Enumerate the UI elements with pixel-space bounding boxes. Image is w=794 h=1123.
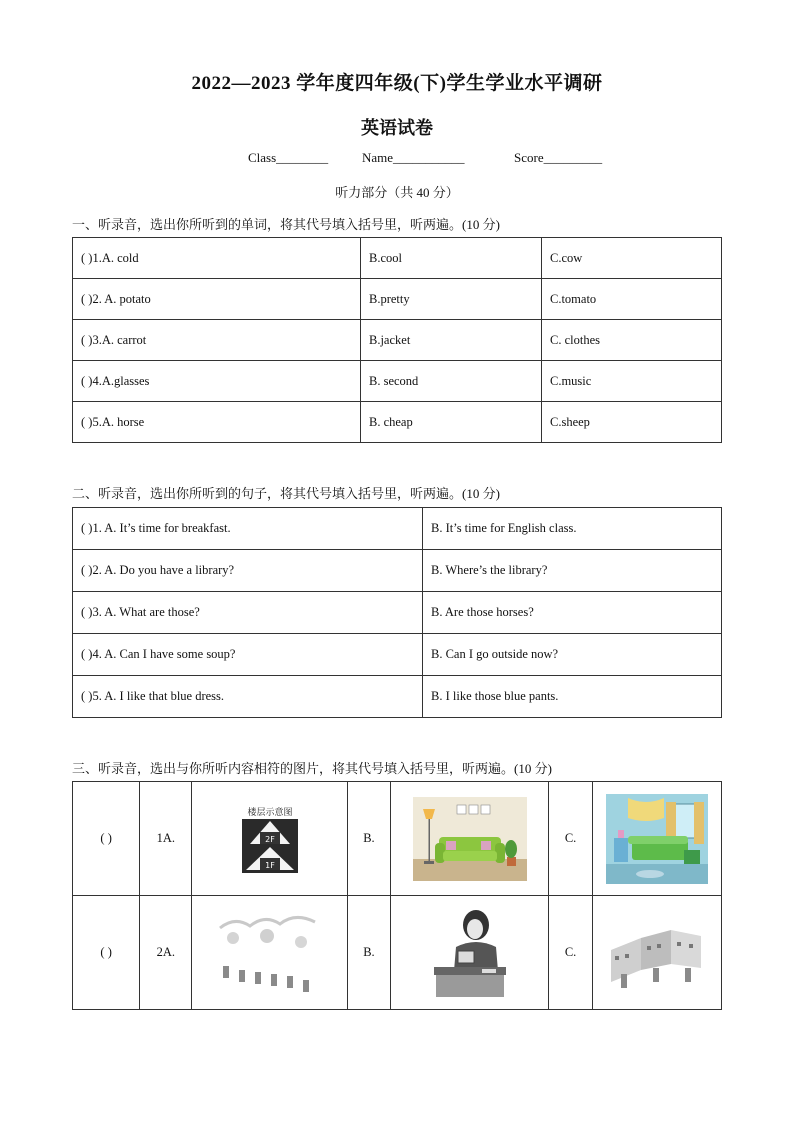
section1-heading: 一、听录音，选出你所听到的单词，将其代号填入括号里，听两遍。(10 分) [72,217,500,232]
option-c-picture [593,896,722,1010]
option-b-cell: B. I like those blue pants. [423,676,722,718]
answer-bracket: ( ) [73,782,140,896]
class-field: Class________ [248,150,329,165]
option-b-cell: B.pretty [361,279,542,320]
option-a-cell: ( )1. A. It’s time for breakfast. [73,508,423,550]
option-a-picture [192,782,348,896]
table-row [73,592,722,634]
listening-part-label: 听力部分（共 40 分） [335,185,459,200]
bedroom-icon [606,794,708,884]
option-a-cell: ( )4.A.glasses [73,361,361,402]
option-a-cell: ( )3. A. What are those? [73,592,423,634]
option-c-cell: C.sheep [542,402,722,443]
table-row [73,782,722,896]
option-b-cell: B. Can I go outside now? [423,634,722,676]
option-b-cell: B.cool [361,238,542,279]
option-b-cell: B. Are those horses? [423,592,722,634]
option-b-cell: B. Where’s the library? [423,550,722,592]
option-b-picture [391,896,549,1010]
exam-subtitle: 英语试卷 [361,118,433,138]
option-c-cell: C. clothes [542,320,722,361]
table-row [73,361,722,402]
living-room-icon [413,797,527,881]
floor-1-label: 1F [264,860,275,870]
faded-class-scene-icon [215,908,325,998]
table-row [73,634,722,676]
section1-table [72,237,722,443]
option-b-label: B. [347,896,390,1010]
building-blocks-icon [601,910,713,996]
floor-plan-sign-icon [238,804,302,874]
name-field: Name___________ [362,150,465,165]
exam-title: 2022—2023 学年度四年级(下)学生学业水平调研 [191,73,603,94]
option-a-cell: ( )1.A. cold [73,238,361,279]
option-a-cell: ( )5. A. I like that blue dress. [73,676,423,718]
option-b-label: B. [347,782,390,896]
option-c-cell: C.music [542,361,722,402]
section2-table [72,507,722,718]
option-b-cell: B. It’s time for English class. [423,508,722,550]
option-b-cell: B. cheap [361,402,542,443]
option-a-cell: ( )4. A. Can I have some soup? [73,634,423,676]
option-a-picture [192,896,348,1010]
option-a-label: 2A. [140,896,192,1010]
sign-title: 楼层示意图 [247,807,293,818]
table-row [73,402,722,443]
table-row [73,676,722,718]
section3-heading: 三、听录音，选出与你所听内容相符的图片，将其代号填入括号里，听两遍。(10 分) [72,761,552,776]
table-row [73,238,722,279]
option-b-cell: B. second [361,361,542,402]
table-row [73,320,722,361]
option-a-cell: ( )2. A. potato [73,279,361,320]
option-c-cell: C.cow [542,238,722,279]
option-a-cell: ( )5.A. horse [73,402,361,443]
option-a-cell: ( )2. A. Do you have a library? [73,550,423,592]
table-row [73,896,722,1010]
option-b-cell: B.jacket [361,320,542,361]
table-row [73,508,722,550]
score-field: Score_________ [514,150,603,165]
option-b-picture [391,782,549,896]
floor-2-label: 2F [264,834,275,844]
teacher-at-desk-icon [428,907,512,999]
answer-bracket: ( ) [73,896,140,1010]
table-row [73,279,722,320]
option-c-label: C. [549,896,593,1010]
option-a-cell: ( )3.A. carrot [73,320,361,361]
option-c-cell: C.tomato [542,279,722,320]
option-c-picture [593,782,722,896]
section2-heading: 二、听录音，选出你所听到的句子，将其代号填入括号里，听两遍。(10 分) [72,486,500,501]
section3-table [72,781,722,1010]
option-c-label: C. [549,782,593,896]
option-a-label: 1A. [140,782,192,896]
table-row [73,550,722,592]
